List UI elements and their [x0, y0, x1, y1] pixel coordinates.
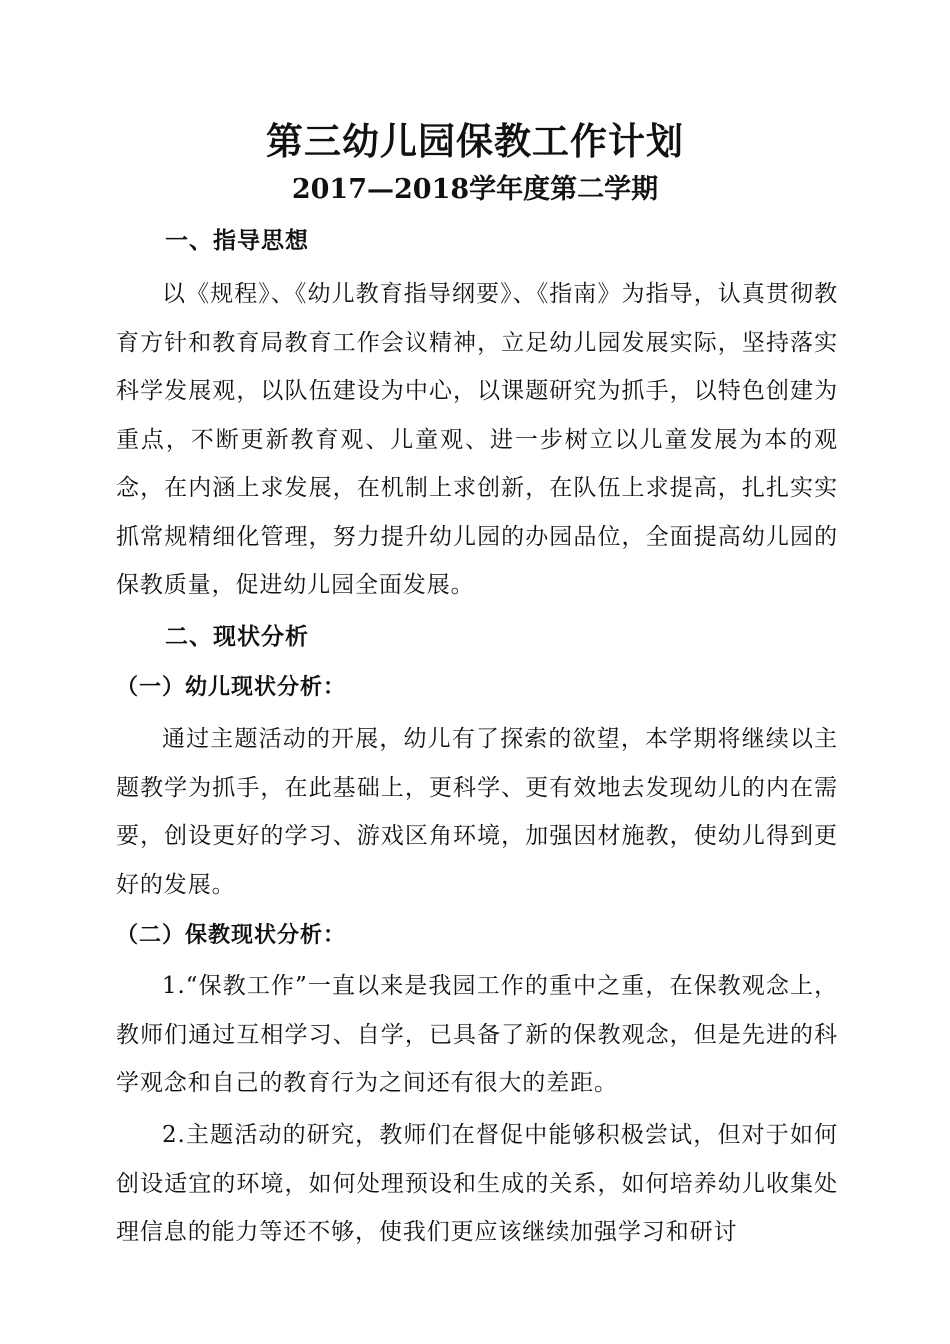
subheading-children: （一）幼儿现状分析：: [116, 674, 347, 700]
care-item-2: 2.主题活动的研究，教师们在督促中能够积极尝试，但对于如何创设适宜的环境，如何处理预设和生成的关系，如何培养幼儿收集处理信息的能力等还不够，使我们更应该继续加强学习和研讨: [116, 1122, 838, 1245]
guiding-paragraph: 以《规程》、《幼儿教育指导纲要》、《指南》为指导，认真贯彻教育方针和教育局教育工作会议精神，立足幼儿园发展实际，坚持落实科学发展观，以队伍建设为中心，以课题研究为抓手，以特色创建为重点，不断更新教育观、儿童观、进一步树立以儿童发展为本的观念，在内涵上求发展，在机制上求创新，在队伍上求提高，扎扎实实抓常规精细化管理，努力提升幼儿园的办园品位，全面提高幼儿园的保教质量，促进幼儿园全面发展。: [116, 281, 838, 598]
document-subtitle: 2017—2018学年度第二学期: [291, 174, 659, 205]
subheading-care: （二）保教现状分析：: [116, 922, 347, 948]
section-heading-analysis: 二、现状分析: [165, 623, 309, 650]
document-title: 第三幼儿园保教工作计划: [266, 119, 684, 163]
care-item-1: 1.“保教工作”一直以来是我园工作的重中之重，在保教观念上，教师们通过互相学习、自学，已具备了新的保教观念，但是先进的科学观念和自己的教育行为之间还有很大的差距。: [116, 973, 838, 1096]
children-paragraph: 通过主题活动的开展，幼儿有了探索的欲望，本学期将继续以主题教学为抓手，在此基础上，更科学、更有效地去发现幼儿的内在需要，创设更好的学习、游戏区角环境，加强因材施教，使幼儿得到更好的发展。: [116, 726, 838, 898]
section-heading-guiding: 一、指导思想: [165, 227, 309, 254]
